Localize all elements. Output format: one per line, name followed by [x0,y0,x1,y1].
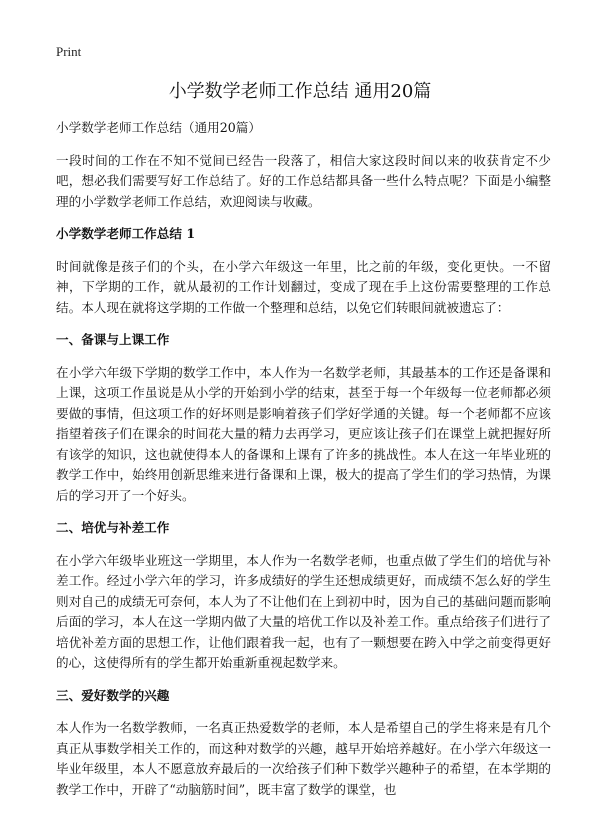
document-title: 小学数学老师工作总结 通用20篇 [168,81,432,102]
part-3-body: 本人作为一名数学教师，一名真正热爱数学的老师，本人是希望自己的学生将来是有几个真正从事数学相关工作的，而这种对数学的兴趣，越早开始培养越好。在小学六年级这一毕业年级里，本人不愿意放弃最后的一次给孩子们种下数学兴趣种子的希望，在本学期的教学工作中，开辟了“动脑筋时间”，既丰富了数学的课堂，也 [56,720,551,797]
part-1-heading: 一、备课与上课工作 [56,332,170,347]
document-subtitle: 小学数学老师工作总结（通用20篇） [56,120,261,135]
intro-paragraph: 一段时间的工作在不知不觉间已经告一段落了，相信大家这段时间以来的收获肯定不少吧，想必我们需要写好工作总结了。好的工作总结都具备一些什么特点呢？下面是小编整理的小学数学老师工作总结，欢迎阅读与收藏。 [56,152,551,209]
part-2-body: 在小学六年级毕业班这一学期里，本人作为一名数学老师，也重点做了学生们的培优与补差工作。经过小学六年的学习，许多成绩好的学生还想成绩更好，而成绩不怎么好的学生则对自己的成绩无可奈何，本人为了不让他们在上到初中时，因为自己的基础问题而影响后面的学习，本人在这一学期内做了大量的培优工作以及补差工作。重点给孩子们进行了培优补差方面的思想工作，让他们跟着我一起，也有了一颗想要在跨入中学之前变得更好的心，这使得所有的学生都开始重新重视起数学来。 [56,552,551,670]
part-2-heading: 二、培优与补差工作 [56,520,170,535]
document-body [56,118,551,812]
part-3-heading: 三、爱好数学的兴趣 [56,687,170,703]
section-title: 小学数学老师工作总结 1 [56,226,196,241]
print-link[interactable]: Print [56,44,82,59]
section-intro-paragraph: 时间就像是孩子们的个头，在小学六年级这一年里，比之前的年级，变化更快。一不留神，下学期的工作，就从最初的工作计划翻过，变成了现在手上这份需要整理的工作总结。本人现在就将这学期的工作做一个整理和总结，以免它们转眼间就被遗忘了： [56,258,551,315]
part-1-body: 在小学六年级下学期的数学工作中，本人作为一名数学老师，其最基本的工作还是备课和上课，这项工作虽说是从小学的开始到小学的结束，甚至于每一个年级每一位老师都必须要做的事情，但这项工作的好坏则是影响着孩子们学好学通的关键。每一个老师都不应该指望着孩子们在课余的时间花大量的精力去再学习，更应该让孩子们在课堂上就把握好所有该学的知识，这也就使得本人的备课和上课有了许多的挑战性。本人在这一年毕业班的教学工作中，始终用创新思维来进行备课和上课，极大的提高了学生们的学习热情，为课后的学习开了一个好头。 [56,364,551,503]
